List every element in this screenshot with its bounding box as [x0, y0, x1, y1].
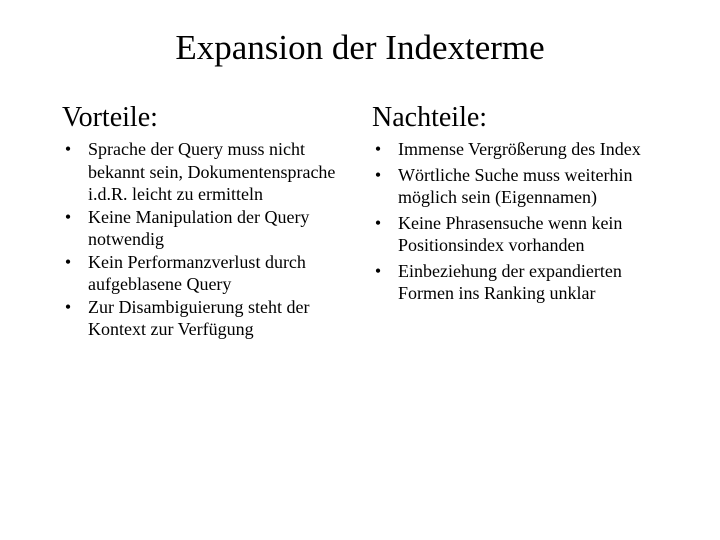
- list-item: [62, 206, 352, 251]
- disadvantages-heading: Nachteile:: [372, 102, 488, 133]
- list-item-text: Keine Manipulation der Query notwendig: [88, 206, 310, 249]
- bullet-icon: •: [64, 139, 72, 159]
- advantages-column: [62, 100, 352, 339]
- slide-title: Expansion der Indexterme: [175, 28, 545, 67]
- list-item-text: Zur Disambiguierung steht der Kontext zur Verfügung: [88, 296, 310, 339]
- bullet-icon: •: [64, 251, 72, 272]
- list-item: [372, 212, 672, 257]
- list-item-text: Wörtliche Suche muss weiterhin möglich sein (Eigennamen): [398, 164, 633, 207]
- list-item-text: Keine Phrasensuche wenn kein Positionsindex vorhanden: [398, 212, 623, 255]
- bullet-icon: •: [374, 139, 382, 159]
- list-item-text: Immense Vergrößerung des Index: [398, 139, 641, 159]
- list-item-text: Sprache der Query muss nicht bekannt sein, Dokumentensprache i.d.R. leicht zu ermitteln: [88, 139, 336, 204]
- disadvantages-list: [372, 138, 672, 305]
- bullet-icon: •: [374, 212, 382, 233]
- bullet-icon: •: [64, 206, 72, 227]
- list-item: [62, 251, 352, 296]
- bullet-icon: •: [374, 164, 382, 185]
- advantages-list: [62, 138, 352, 341]
- disadvantages-column: [372, 100, 672, 303]
- list-item: [372, 164, 672, 209]
- advantages-heading: Vorteile:: [62, 102, 158, 133]
- list-item: [62, 138, 352, 206]
- bullet-icon: •: [64, 296, 72, 317]
- list-item-text: Einbeziehung der expandierten Formen ins Ranking unklar: [398, 260, 622, 303]
- list-item: [62, 296, 352, 341]
- list-item-text: Kein Performanzverlust durch aufgeblasene Query: [88, 251, 306, 294]
- bullet-icon: •: [374, 260, 382, 281]
- list-item: [372, 260, 672, 305]
- list-item: [372, 138, 672, 161]
